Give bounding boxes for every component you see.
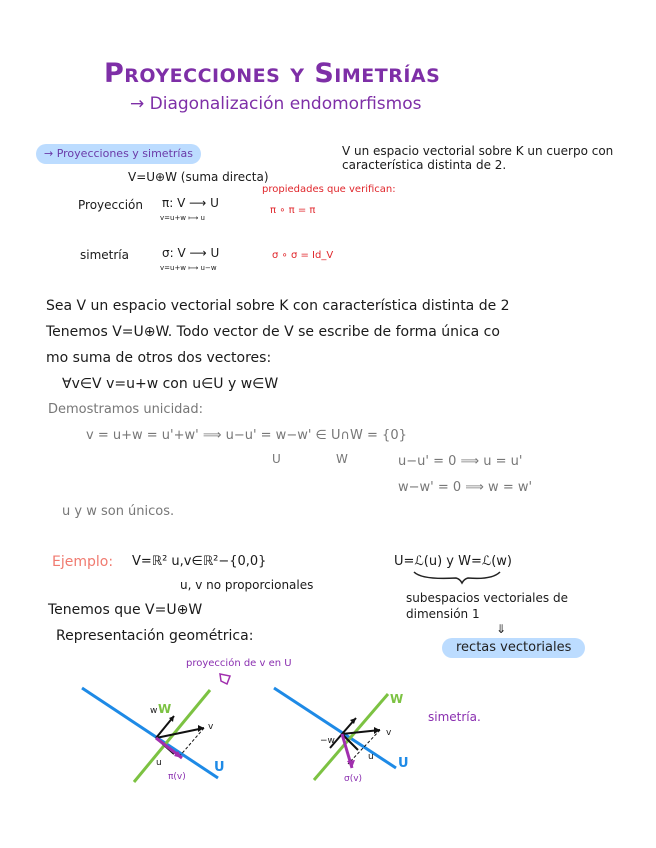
uniqueness-eq-u-zero: u−u' = 0 ⟹ u = u' — [398, 454, 523, 469]
symmetry-map: σ: V ⟶ U — [162, 246, 220, 260]
uniqueness-eq-w-zero: w−w' = 0 ⟹ w = w' — [398, 480, 533, 495]
paragraph-line-1: Sea V un espacio vectorial sobre K con característica distinta de 2 — [46, 298, 510, 314]
non-proportional-note: u, v no proporcionales — [180, 578, 314, 592]
geometric-representation-label: Representación geométrica: — [56, 628, 254, 644]
paragraph-line-3: mo suma de otros dos vectores: — [46, 350, 272, 366]
example-equation: V=ℝ² u,v∈ℝ²−{0,0} — [132, 554, 267, 569]
pi-v-label: π(v) — [168, 772, 186, 782]
lines-highlight: rectas vectoriales — [442, 638, 585, 658]
brace-underline — [412, 570, 502, 584]
right-label-u: U — [398, 756, 409, 771]
symmetry-caption: simetría. — [428, 710, 481, 724]
direct-sum-example: Tenemos que V=U⊕W — [48, 602, 203, 618]
paragraph-line-2: Tenemos V=U⊕W. Todo vector de V se escribe de forma única co — [46, 324, 500, 340]
page-subtitle: → Diagonalización endomorfismos — [130, 94, 422, 114]
projection-caption: proyección de v en U — [186, 658, 292, 669]
left-label-u: U — [214, 760, 225, 775]
projection-property: π ∘ π = π — [270, 205, 316, 216]
example-subspaces: U=ℒ(u) y W=ℒ(w) — [394, 554, 512, 569]
pointing-hand-doodle — [220, 674, 230, 684]
right-label-w: W — [390, 692, 404, 706]
projection-sub: v=u+w ⟼ u — [160, 214, 205, 222]
right-vector-u-label: u — [368, 752, 374, 762]
implies-arrow: ⇓ — [496, 622, 507, 636]
left-label-w: W — [158, 702, 172, 716]
properties-label: propiedades que verifican: — [262, 184, 396, 195]
symmetry-label: simetría — [80, 248, 129, 262]
uniqueness-eq-u: U — [272, 452, 281, 466]
example-label: Ejemplo: — [52, 554, 114, 570]
left-vector-w-label: w — [150, 706, 158, 716]
symmetry-property: σ ∘ σ = Id_V — [272, 250, 334, 261]
direct-sum-text: V=U⊕W (suma directa) — [128, 170, 269, 184]
space-note: V un espacio vectorial sobre K un cuerpo con característica distinta de 2. — [342, 144, 614, 172]
uniqueness-conclusion: u y w son únicos. — [62, 504, 175, 519]
left-vector-u-label: u — [156, 758, 162, 768]
right-vector-v-label: v — [386, 728, 392, 738]
uniqueness-eq-w: W — [336, 452, 348, 466]
sigma-v-label: σ(v) — [344, 774, 363, 784]
right-vector-minus-w-label: −w — [320, 736, 335, 746]
projection-label: Proyección — [78, 198, 143, 212]
subspaces-note: subespacios vectoriales de dimensión 1 — [406, 591, 568, 621]
demo-label: Demostramos unicidad: — [48, 402, 204, 417]
subspace-w-line — [134, 690, 210, 782]
left-vector-v-label: v — [208, 722, 214, 732]
section-highlight-projections: → Proyecciones y simetrías — [36, 144, 201, 164]
paragraph-line-4: ∀v∈V v=u+w con u∈U y w∈W — [62, 376, 279, 392]
uniqueness-equation: v = u+w = u'+w' ⟹ u−u' = w−w' ∈ U∩W = {0} — [86, 428, 407, 443]
page-title: Proyecciones y Simetrías — [104, 58, 441, 89]
projection-map: π: V ⟶ U — [162, 196, 219, 210]
symmetry-sub: v=u+w ⟼ u−w — [160, 264, 217, 272]
